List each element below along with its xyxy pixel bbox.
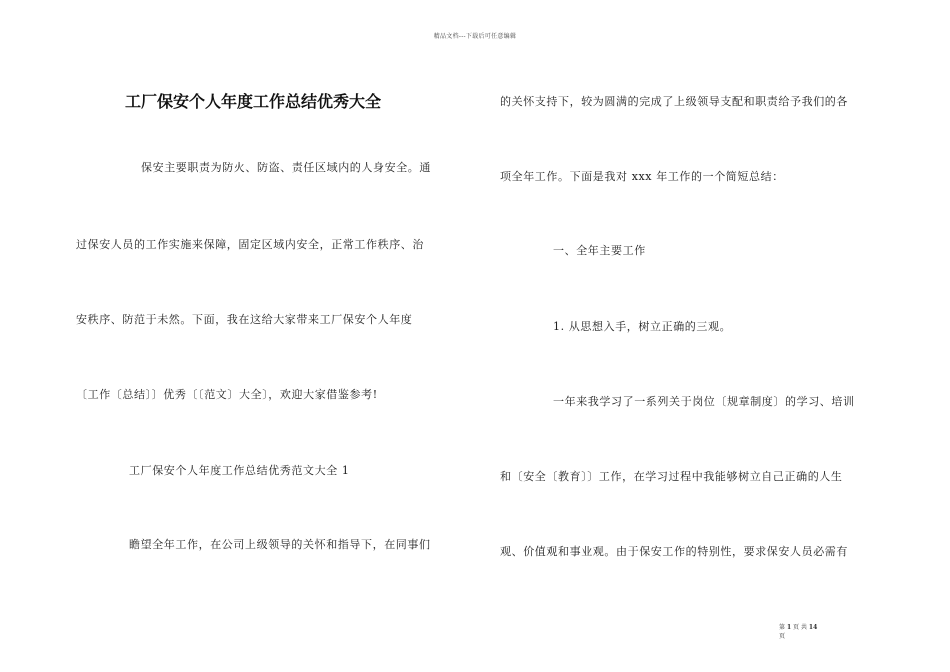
header-note: 精品文档---下载后可任意编辑 (433, 33, 517, 40)
paragraph-line: 项全年工作。下面是我对 xxx 年工作的一个简短总结： (500, 170, 784, 183)
subsection-heading: 1. 从思想入手，树立正确的三观。 (553, 320, 732, 333)
paragraph-line: 过保安人员的工作实施来保障，固定区域内安全，正常工作秩序、治 (76, 238, 424, 251)
page-suffix: 页 (779, 633, 786, 640)
page-total: 14 (808, 624, 818, 631)
paragraph-line: 一年来我学习了一系列关于岗位〔规章制度〕的学习、培训 (553, 395, 855, 408)
paragraph-line: 观、价值观和事业观。由于保安工作的特别性，要求保安人员必需有 (500, 545, 848, 558)
paragraph-line: 瞻望全年工作，在公司上级领导的关怀和指导下，在同事们 (129, 538, 431, 551)
page-current: 1 (786, 624, 792, 631)
page-mid: 页 共 (793, 624, 807, 631)
paragraph-line: 和〔安全〔教育〕〕工作，在学习过程中我能够树立自己正确的人生 (500, 470, 843, 483)
section-heading: 工厂保安个人年度工作总结优秀范文大全 1 (129, 464, 350, 477)
page-number (779, 623, 817, 641)
page-prefix: 第 (779, 624, 786, 631)
paragraph-line: 安秩序、防范于未然。下面，我在这给大家带来工厂保安个人年度 (76, 313, 413, 326)
paragraph-line: 的关怀支持下，较为圆满的完成了上级领导支配和职责给予我们的各 (500, 95, 848, 108)
paragraph-line: 〔工作〔总结〕〕优秀〔〔范文〕大全〕，欢迎大家借鉴参考! (76, 388, 378, 401)
paragraph-line: 保安主要职责为防火、防盗、责任区域内的人身安全。通 (141, 161, 431, 174)
section-heading: 一、全年主要工作 (553, 244, 646, 257)
document-title: 工厂保安个人年度工作总结优秀大全 (125, 92, 382, 111)
